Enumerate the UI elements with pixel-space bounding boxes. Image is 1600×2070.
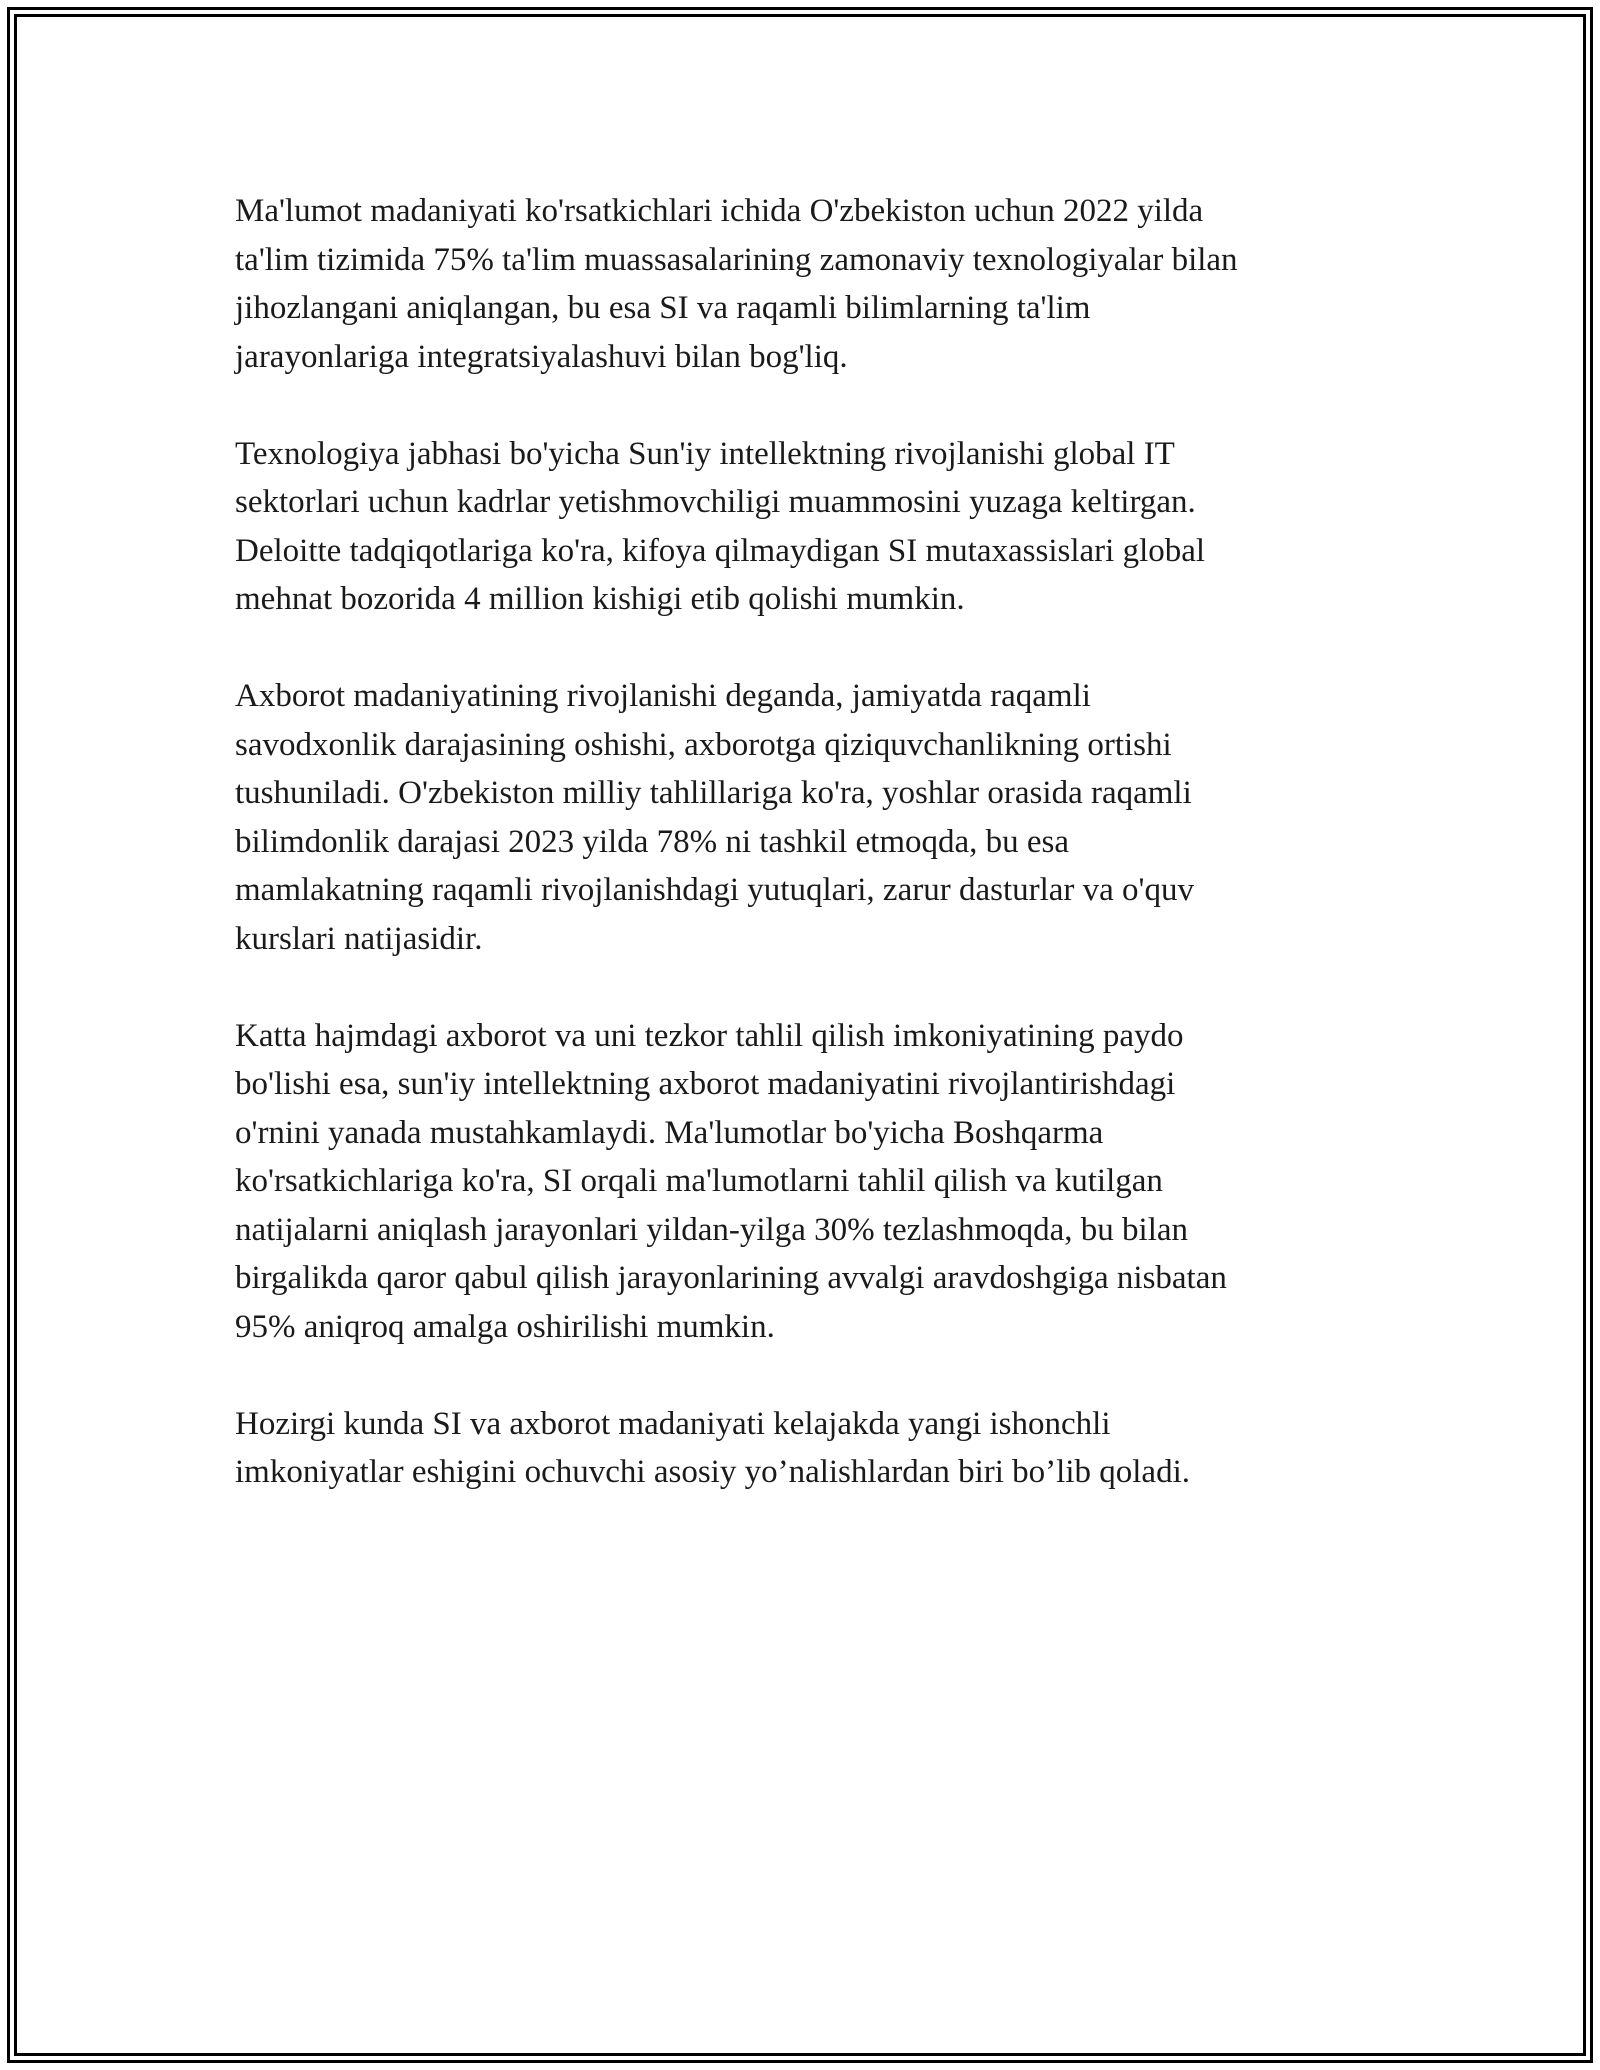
text-line: Ma'lumot madaniyati ko'rsatkichlari ichida O'zbekiston uchun 2022 yilda xyxy=(235,193,1204,229)
text-line: imkoniyatlar eshigini ochuvchi asosiy yo’nalishlardan biri bo’lib qoladi. xyxy=(235,1454,1190,1490)
text-line: sektorlari uchun kadrlar yetishmovchiligi muammosini yuzaga keltirgan. xyxy=(235,484,1196,520)
text-line: jarayonlariga integratsiyalashuvi bilan bog'liq. xyxy=(235,338,848,375)
text-line: ko'rsatkichlariga ko'ra, SI orqali ma'lumotlarni tahlil qilish va kutilgan xyxy=(235,1163,1163,1199)
text-line: kurslari natijasidir. xyxy=(235,920,483,957)
text-line: savodxonlik darajasining oshishi, axborotga qiziquvchanlikning ortishi xyxy=(235,726,1172,763)
text-line: Texnologiya jabhasi bo'yicha Sun'iy intellektning rivojlanishi global IT xyxy=(235,435,1175,472)
text-line: mamlakatning raqamli rivojlanishdagi yutuqlari, zarur dasturlar va o'quv xyxy=(235,872,1194,908)
paragraph-1 xyxy=(235,187,1365,381)
paragraph-2 xyxy=(235,430,1365,624)
text-line: ta'lim tizimida 75% ta'lim muassasalarining zamonaviy texnologiyalar bilan xyxy=(235,241,1238,278)
text-line: 95% aniqroq amalga oshirilishi mumkin. xyxy=(235,1308,775,1345)
text-line: bilimdonlik darajasi 2023 yilda 78% ni tashkil etmoqda, bu esa xyxy=(235,823,1070,860)
text-line: Hozirgi kunda SI va axborot madaniyati kelajakda yangi ishonchli xyxy=(235,1405,1111,1442)
text-line: tushuniladi. O'zbekiston milliy tahlillariga ko'ra, yoshlar orasida raqamli xyxy=(235,775,1192,811)
paragraph-5 xyxy=(235,1400,1365,1497)
text-line: bo'lishi esa, sun'iy intellektning axborot madaniyatini rivojlantirishdagi xyxy=(235,1066,1176,1102)
text-line: natijalarni aniqlash jarayonlari yildan-yilga 30% tezlashmoqda, bu bilan xyxy=(235,1211,1189,1248)
text-line: Deloitte tadqiqotlariga ko'ra, kifoya qilmaydigan SI mutaxassislari global xyxy=(235,532,1206,569)
text-line: Katta hajmdagi axborot va uni tezkor tahlil qilish imkoniyatining paydo xyxy=(235,1017,1184,1054)
paragraph-3 xyxy=(235,672,1365,963)
text-line: mehnat bozorida 4 million kishigi etib qolishi mumkin. xyxy=(235,581,965,617)
text-line: o'rnini yanada mustahkamlaydi. Ma'lumotlar bo'yicha Boshqarma xyxy=(235,1114,1104,1151)
text-line: birgalikda qaror qabul qilish jarayonlarining avvalgi aravdoshgiga nisbatan xyxy=(235,1260,1227,1296)
text-line: Axborot madaniyatining rivojlanishi deganda, jamiyatda raqamli xyxy=(235,678,1091,714)
document-body xyxy=(235,187,1365,1545)
paragraph-4 xyxy=(235,1012,1365,1352)
text-line: jihozlangani aniqlangan, bu esa SI va raqamli bilimlarning ta'lim xyxy=(235,290,1091,326)
